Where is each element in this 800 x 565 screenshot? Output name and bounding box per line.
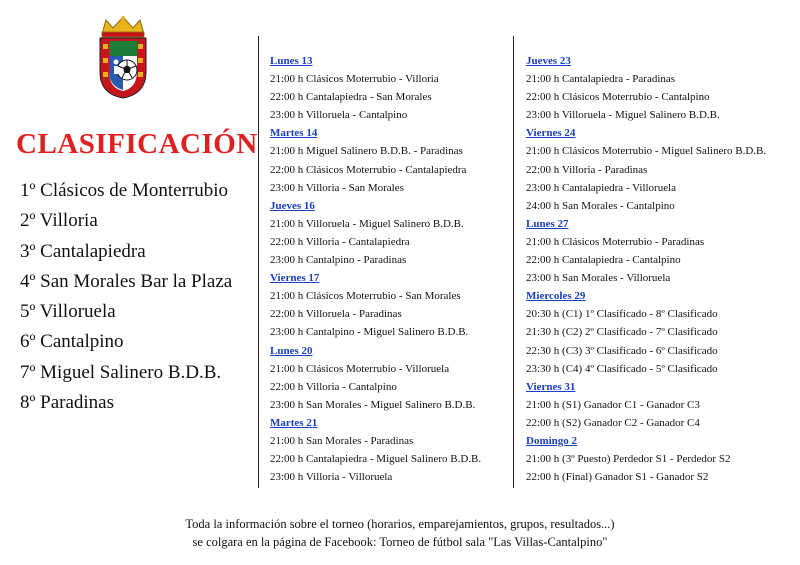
schedule-match: 23:00 h Villoruela - Miguel Salinero B.D.B.	[526, 109, 720, 122]
schedule-day-heading: Viernes 17	[270, 272, 320, 285]
schedule-match: 21:00 h San Morales - Paradinas	[270, 434, 414, 447]
schedule-match: 21:00 h (3º Puesto) Perdedor S1 - Perdedor S2	[526, 453, 731, 466]
schedule-day-heading: Viernes 24	[526, 127, 576, 140]
schedule-day-heading: Lunes 13	[270, 55, 313, 67]
schedule-day-heading: Domingo 2	[526, 434, 578, 447]
schedule-match: 20:30 h (C1) 1º Clasificado - 8º Clasificado	[526, 308, 718, 321]
schedule-match: 21:00 h Clásicos Moterrubio - Paradinas	[526, 235, 705, 248]
schedule-day-heading: Lunes 20	[270, 344, 313, 357]
column-divider-right	[513, 36, 514, 488]
column-divider-left	[258, 36, 259, 488]
schedule-match: 23:00 h Villoria - Villoruela	[270, 471, 393, 484]
schedule-match: 22:00 h Cantalapiedra - San Morales	[270, 91, 432, 104]
standings-title: CLASIFICACIÓN	[16, 128, 258, 160]
schedule-match: 24:00 h San Morales - Cantalpino	[526, 199, 675, 212]
schedule-match: 23:00 h Villoruela - Cantalpino	[270, 109, 408, 122]
footer-note	[0, 515, 800, 551]
schedule-day-heading: Viernes 31	[526, 380, 576, 393]
schedule-match: 22:30 h (C3) 3º Clasificado - 6º Clasificado	[526, 344, 718, 357]
standing-item: 4º San Morales Bar la Plaza	[20, 270, 233, 292]
schedule-match: 22:00 h Villoria - Cantalapiedra	[270, 235, 410, 248]
standing-item: 2º Villoria	[20, 210, 98, 232]
standing-item: 8º Paradinas	[20, 392, 115, 414]
schedule-match: 21:00 h (S1) Ganador C1 - Ganador C3	[526, 398, 700, 411]
schedule-match: 22:00 h (Final) Ganador S1 - Ganador S2	[526, 471, 709, 484]
schedule-match: 23:00 h Cantalapiedra - Villoruela	[526, 181, 677, 194]
schedule-match: 22:00 h Clásicos Moterrubio - Cantalpino	[526, 91, 710, 104]
footer-line-2: se colgara en la página de Facebook: Torneo de fútbol sala "Las Villas-Cantalpino"	[192, 535, 608, 549]
schedule-match: 23:00 h San Morales - Miguel Salinero B.D.B.	[270, 398, 476, 411]
schedule-match: 21:00 h Clásicos Moterrubio - Villoria	[270, 73, 439, 86]
standing-item: 7º Miguel Salinero B.D.B.	[20, 361, 222, 383]
schedule-match: 23:30 h (C4) 4º Clasificado - 5º Clasificado	[526, 362, 718, 375]
standing-item: 1º Clásicos de Monterrubio	[20, 180, 228, 201]
schedule-match: 21:00 h Clásicos Moterrubio - Miguel Salinero B.D.B.	[526, 145, 767, 158]
schedule-match: 21:00 h Clásicos Moterrubio - Villoruela	[270, 362, 450, 375]
schedule-match: 21:00 h Villoruela - Miguel Salinero B.D.B.	[270, 217, 464, 230]
coat-of-arms-icon	[96, 14, 150, 100]
schedule-match: 23:00 h Cantalpino - Miguel Salinero B.D.B.	[270, 326, 469, 339]
schedule-match: 22:00 h Villoria - Paradinas	[526, 163, 648, 176]
schedule-day-heading: Jueves 16	[270, 199, 315, 212]
schedule-match: 21:00 h Cantalapiedra - Paradinas	[526, 73, 676, 86]
standing-item: 6º Cantalpino	[20, 331, 124, 353]
schedule-match: 23:00 h Cantalpino - Paradinas	[270, 254, 407, 267]
schedule-match: 21:00 h Clásicos Moterrubio - San Morales	[270, 290, 461, 303]
schedule-day-heading: Jueves 23	[526, 55, 571, 67]
schedule-day-heading: Miercoles 29	[526, 290, 586, 303]
schedule-match: 23:00 h San Morales - Villoruela	[526, 272, 671, 285]
schedule-match: 21:00 h Miguel Salinero B.D.B. - Paradinas	[270, 145, 463, 158]
schedule-match: 23:00 h Villoria - San Morales	[270, 181, 404, 194]
footer-line-1: Toda la información sobre el torneo (horarios, emparejamientos, grupos, resultados...)	[185, 517, 615, 531]
schedule-day-heading: Martes 14	[270, 127, 318, 140]
schedule-match: 22:00 h (S2) Ganador C2 - Ganador C4	[526, 416, 700, 429]
schedule-match: 22:00 h Villoria - Cantalpino	[270, 380, 397, 393]
schedule-match: 22:00 h Clásicos Moterrubio - Cantalapiedra	[270, 163, 467, 176]
schedule-match: 22:00 h Cantalapiedra - Cantalpino	[526, 254, 681, 267]
standings-list	[20, 176, 232, 418]
schedule-day-heading: Martes 21	[270, 416, 318, 429]
schedule-match: 21:30 h (C2) 2º Clasificado - 7º Clasificado	[526, 326, 718, 339]
schedule-match: 22:00 h Cantalapiedra - Miguel Salinero B.D.B.	[270, 453, 482, 466]
schedule-column-left	[270, 52, 481, 486]
schedule-day-heading: Lunes 27	[526, 217, 569, 230]
standing-item: 5º Villoruela	[20, 301, 116, 323]
schedule-column-right	[526, 52, 766, 486]
schedule-match: 22:00 h Villoruela - Paradinas	[270, 308, 402, 321]
standing-item: 3º Cantalapiedra	[20, 240, 146, 262]
